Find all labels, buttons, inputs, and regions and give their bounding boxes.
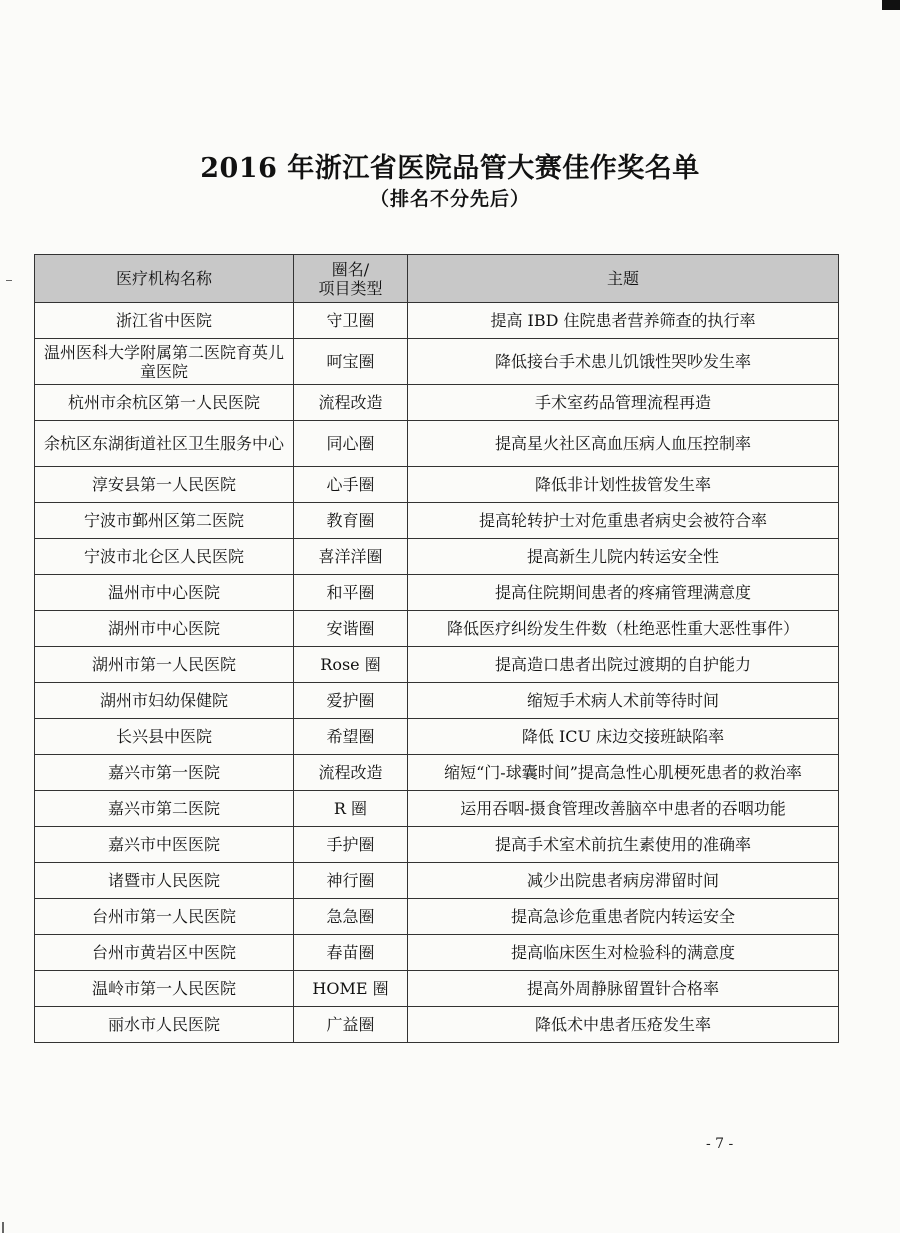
cell-institution: 嘉兴市中医医院 <box>35 827 294 863</box>
cell-circle: 同心圈 <box>294 421 408 467</box>
cell-institution: 湖州市第一人民医院 <box>35 647 294 683</box>
cell-circle: 春苗圈 <box>294 935 408 971</box>
cell-institution: 湖州市中心医院 <box>35 611 294 647</box>
scan-corner-mark <box>882 0 900 10</box>
cell-institution: 宁波市北仑区人民医院 <box>35 539 294 575</box>
cell-circle: 守卫圈 <box>294 303 408 339</box>
cell-institution: 温州市中心医院 <box>35 575 294 611</box>
cell-theme: 降低术中患者压疮发生率 <box>408 1007 839 1043</box>
cell-circle: 呵宝圈 <box>294 339 408 385</box>
cell-institution: 嘉兴市第一医院 <box>35 755 294 791</box>
cell-institution: 温州医科大学附属第二医院育英儿童医院 <box>35 339 294 385</box>
cell-theme: 降低接台手术患儿饥饿性哭吵发生率 <box>408 339 839 385</box>
table-row <box>35 303 839 339</box>
header-circle-line1: 圈名/ <box>331 259 370 279</box>
table-row <box>35 971 839 1007</box>
cell-institution: 杭州市余杭区第一人民医院 <box>35 385 294 421</box>
awards-table <box>34 254 839 1043</box>
cell-circle: 和平圈 <box>294 575 408 611</box>
table-row <box>35 755 839 791</box>
table-row <box>35 719 839 755</box>
cell-theme: 提高星火社区高血压病人血压控制率 <box>408 421 839 467</box>
cell-institution: 丽水市人民医院 <box>35 1007 294 1043</box>
table-row <box>35 863 839 899</box>
cell-theme: 提高造口患者出院过渡期的自护能力 <box>408 647 839 683</box>
cell-theme: 降低 ICU 床边交接班缺陷率 <box>408 719 839 755</box>
cell-circle: 广益圈 <box>294 1007 408 1043</box>
table-row <box>35 683 839 719</box>
table-row <box>35 1007 839 1043</box>
table-row <box>35 647 839 683</box>
cell-institution: 台州市黄岩区中医院 <box>35 935 294 971</box>
table-row <box>35 827 839 863</box>
cell-institution: 宁波市鄞州区第二医院 <box>35 503 294 539</box>
cell-circle: 流程改造 <box>294 755 408 791</box>
scan-margin-mark <box>6 280 12 281</box>
cell-theme: 缩短手术病人术前等待时间 <box>408 683 839 719</box>
table-row <box>35 467 839 503</box>
cell-circle: 喜洋洋圈 <box>294 539 408 575</box>
table-row <box>35 791 839 827</box>
cell-theme: 缩短“门-球囊时间”提高急性心肌梗死患者的救治率 <box>408 755 839 791</box>
table-row <box>35 339 839 385</box>
cell-circle: 心手圈 <box>294 467 408 503</box>
cell-theme: 提高临床医生对检验科的满意度 <box>408 935 839 971</box>
table-row <box>35 575 839 611</box>
cell-theme: 提高外周静脉留置针合格率 <box>408 971 839 1007</box>
cell-institution: 温岭市第一人民医院 <box>35 971 294 1007</box>
table-row <box>35 503 839 539</box>
cell-institution: 诸暨市人民医院 <box>35 863 294 899</box>
cell-circle: R 圈 <box>294 791 408 827</box>
document-subtitle: （排名不分先后） <box>369 188 530 210</box>
table-row <box>35 539 839 575</box>
cell-circle: 教育圈 <box>294 503 408 539</box>
cell-theme: 提高急诊危重患者院内转运安全 <box>408 899 839 935</box>
cell-theme: 提高新生儿院内转运安全性 <box>408 539 839 575</box>
cell-circle: 安谐圈 <box>294 611 408 647</box>
cell-circle: Rose 圈 <box>294 647 408 683</box>
cell-institution: 余杭区东湖街道社区卫生服务中心 <box>35 421 294 467</box>
cell-theme: 减少出院患者病房滞留时间 <box>408 863 839 899</box>
header-circle <box>294 255 408 303</box>
cell-theme: 降低非计划性拔管发生率 <box>408 467 839 503</box>
cell-circle: HOME 圈 <box>294 971 408 1007</box>
document-title: 2016 年浙江省医院品管大赛佳作奖名单 <box>200 153 700 184</box>
cell-institution: 淳安县第一人民医院 <box>35 467 294 503</box>
cell-theme: 提高 IBD 住院患者营养筛查的执行率 <box>408 303 839 339</box>
cell-theme: 提高住院期间患者的疼痛管理满意度 <box>408 575 839 611</box>
cell-theme: 运用吞咽-摄食管理改善脑卒中患者的吞咽功能 <box>408 791 839 827</box>
cell-institution: 台州市第一人民医院 <box>35 899 294 935</box>
cell-circle: 手护圈 <box>294 827 408 863</box>
cell-institution: 长兴县中医院 <box>35 719 294 755</box>
cell-circle: 流程改造 <box>294 385 408 421</box>
cell-institution: 湖州市妇幼保健院 <box>35 683 294 719</box>
cell-institution: 嘉兴市第二医院 <box>35 791 294 827</box>
header-theme: 主题 <box>408 255 839 303</box>
cell-institution: 浙江省中医院 <box>35 303 294 339</box>
page-number: - 7 - <box>706 1136 734 1152</box>
cell-theme: 提高轮转护士对危重患者病史会被符合率 <box>408 503 839 539</box>
header-institution: 医疗机构名称 <box>35 255 294 303</box>
table-header-row <box>35 255 839 303</box>
scan-margin-mark-bottom <box>2 1222 4 1233</box>
cell-circle: 急急圈 <box>294 899 408 935</box>
cell-circle: 神行圈 <box>294 863 408 899</box>
cell-theme: 手术室药品管理流程再造 <box>408 385 839 421</box>
cell-circle: 爱护圈 <box>294 683 408 719</box>
header-circle-line2: 项目类型 <box>318 278 383 298</box>
table-row <box>35 385 839 421</box>
table-row <box>35 611 839 647</box>
table-row <box>35 935 839 971</box>
table-row <box>35 899 839 935</box>
table-body <box>35 303 839 1043</box>
cell-circle: 希望圈 <box>294 719 408 755</box>
cell-theme: 降低医疗纠纷发生件数（杜绝恶性重大恶性事件） <box>408 611 839 647</box>
cell-theme: 提高手术室术前抗生素使用的准确率 <box>408 827 839 863</box>
table-row <box>35 421 839 467</box>
